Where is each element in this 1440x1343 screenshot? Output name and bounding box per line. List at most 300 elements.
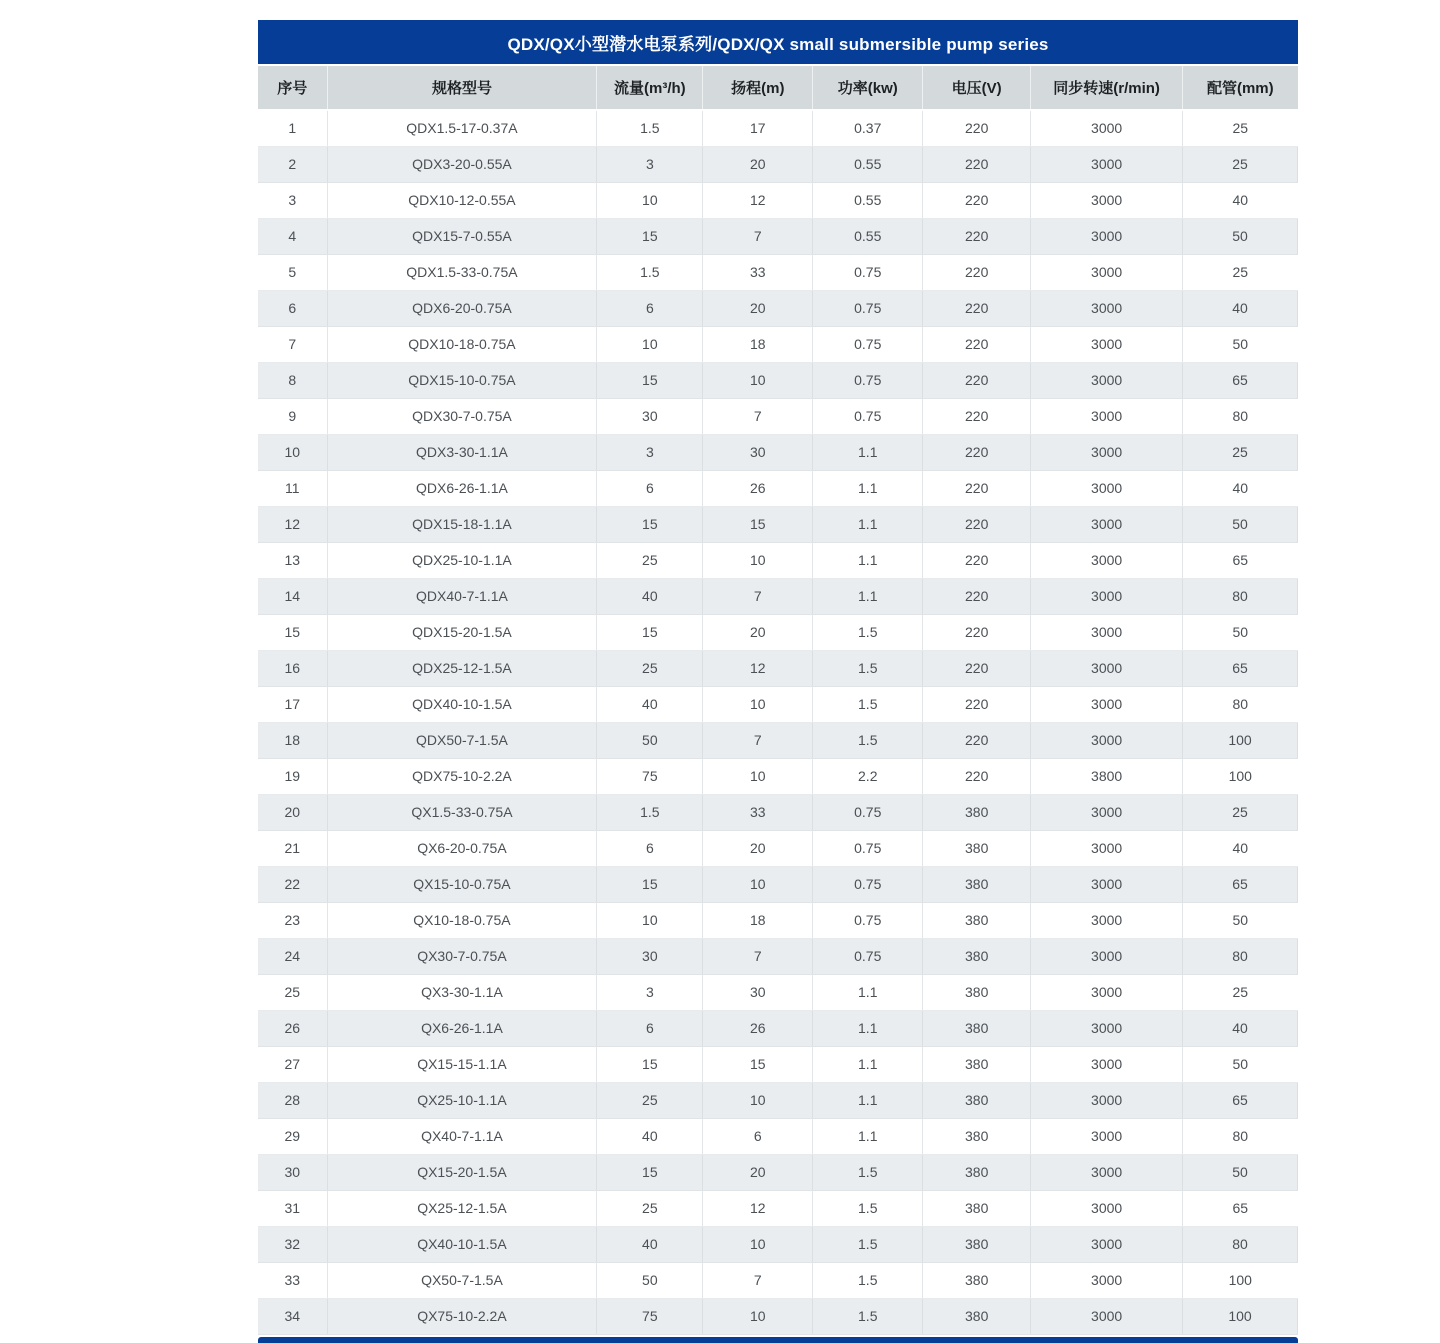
table-cell: 0.75 [813,938,923,974]
table-cell: 1.5 [597,254,703,290]
table-cell: 380 [923,1118,1031,1154]
table-cell: 17 [703,110,813,146]
table-cell: 17 [258,686,327,722]
table-cell: 100 [1183,1262,1298,1298]
table-cell: 0.75 [813,902,923,938]
table-cell: QX40-7-1.1A [327,1118,597,1154]
table-cell: 2 [258,146,327,182]
table-cell: 25 [1183,254,1298,290]
table-cell: 1.1 [813,1010,923,1046]
table-cell: 40 [1183,470,1298,506]
table-cell: 25 [597,542,703,578]
table-cell: 380 [923,1262,1031,1298]
table-cell: 10 [703,758,813,794]
table-cell: 220 [923,254,1031,290]
table-cell: 10 [703,1082,813,1118]
table-cell: QDX15-18-1.1A [327,506,597,542]
column-header-index: 序号 [258,66,327,110]
table-cell: 3000 [1031,254,1183,290]
table-row [258,1190,1298,1226]
table-cell: 220 [923,614,1031,650]
table-row [258,1010,1298,1046]
table-row [258,398,1298,434]
table-cell: QDX3-30-1.1A [327,434,597,470]
table-cell: 30 [597,398,703,434]
table-cell: 220 [923,686,1031,722]
table-cell: 25 [1183,794,1298,830]
column-header-pipe: 配管(mm) [1183,66,1298,110]
table-cell: QDX25-10-1.1A [327,542,597,578]
table-cell: 380 [923,1226,1031,1262]
table-cell: QDX15-20-1.5A [327,614,597,650]
table-cell: 10 [258,434,327,470]
table-cell: 8 [258,362,327,398]
table-cell: 25 [597,650,703,686]
table-cell: 23 [258,902,327,938]
table-cell: 40 [1183,290,1298,326]
table-row [258,470,1298,506]
table-cell: QDX3-20-0.55A [327,146,597,182]
table-row [258,938,1298,974]
table-cell: 380 [923,1154,1031,1190]
column-header-head: 扬程(m) [703,66,813,110]
table-row [258,650,1298,686]
table-cell: 0.75 [813,794,923,830]
table-cell: 220 [923,362,1031,398]
table-cell: 40 [597,686,703,722]
table-cell: 380 [923,1298,1031,1334]
table-cell: 30 [703,974,813,1010]
table-cell: QX75-10-2.2A [327,1298,597,1334]
table-cell: 65 [1183,1082,1298,1118]
table-cell: 3000 [1031,398,1183,434]
table-row [258,434,1298,470]
table-cell: 15 [597,1046,703,1082]
column-header-speed: 同步转速(r/min) [1031,66,1183,110]
table-cell: 1.1 [813,434,923,470]
table-row [258,830,1298,866]
table-cell: 4 [258,218,327,254]
table-cell: 34 [258,1298,327,1334]
table-cell: QDX10-18-0.75A [327,326,597,362]
table-cell: 32 [258,1226,327,1262]
table-row [258,218,1298,254]
table-cell: 30 [703,434,813,470]
table-cell: 15 [597,866,703,902]
table-cell: 75 [597,758,703,794]
table-cell: 10 [703,1298,813,1334]
table-cell: 380 [923,902,1031,938]
table-cell: QDX15-10-0.75A [327,362,597,398]
table-cell: 0.75 [813,326,923,362]
table-cell: 3000 [1031,794,1183,830]
table-cell: 50 [1183,1046,1298,1082]
table-cell: 3000 [1031,1046,1183,1082]
pump-spec-table-section [258,20,1298,1343]
table-cell: 220 [923,290,1031,326]
table-cell: 1.1 [813,1046,923,1082]
table-cell: 380 [923,1082,1031,1118]
table-cell: 20 [703,614,813,650]
table-cell: 6 [258,290,327,326]
table-cell: 18 [258,722,327,758]
table-cell: 6 [703,1118,813,1154]
table-cell: 26 [703,1010,813,1046]
table-cell: 11 [258,470,327,506]
table-cell: 25 [1183,974,1298,1010]
table-cell: 7 [703,578,813,614]
table-cell: 26 [703,470,813,506]
table-cell: 19 [258,758,327,794]
table-cell: 0.55 [813,182,923,218]
table-cell: 3000 [1031,830,1183,866]
table-cell: QX50-7-1.5A [327,1262,597,1298]
table-cell: 1.5 [597,794,703,830]
column-header-voltage: 电压(V) [923,66,1031,110]
table-row [258,1082,1298,1118]
table-cell: 25 [1183,146,1298,182]
table-cell: 1.5 [813,1226,923,1262]
table-cell: 13 [258,542,327,578]
table-cell: 50 [1183,218,1298,254]
table-row [258,146,1298,182]
table-cell: 15 [597,506,703,542]
table-cell: 1.5 [597,110,703,146]
table-cell: 12 [703,182,813,218]
table-cell: 0.75 [813,362,923,398]
table-header-row [258,66,1298,110]
table-cell: 7 [703,398,813,434]
table-cell: 380 [923,974,1031,1010]
table-cell: 29 [258,1118,327,1154]
table-cell: 100 [1183,758,1298,794]
table-cell: 220 [923,218,1031,254]
table-cell: QX30-7-0.75A [327,938,597,974]
table-row [258,326,1298,362]
table-cell: 0.75 [813,254,923,290]
table-cell: 10 [597,326,703,362]
table-cell: 80 [1183,578,1298,614]
table-cell: 1.5 [813,650,923,686]
table-cell: 1.1 [813,506,923,542]
table-cell: 25 [597,1082,703,1118]
table-cell: 7 [258,326,327,362]
table-cell: QDX75-10-2.2A [327,758,597,794]
table-cell: 1.1 [813,578,923,614]
table-cell: QDX50-7-1.5A [327,722,597,758]
table-cell: 10 [703,866,813,902]
table-cell: 220 [923,758,1031,794]
table-cell: 40 [1183,182,1298,218]
table-cell: 33 [703,254,813,290]
table-cell: 3000 [1031,146,1183,182]
table-cell: 20 [703,290,813,326]
table-cell: 220 [923,326,1031,362]
table-header [258,66,1298,110]
table-cell: 50 [1183,614,1298,650]
table-cell: 25 [597,1190,703,1226]
table-cell: 18 [703,902,813,938]
table-row [258,506,1298,542]
table-row [258,1046,1298,1082]
table-cell: 75 [597,1298,703,1334]
table-cell: 6 [597,290,703,326]
table-body [258,110,1298,1334]
table-cell: 12 [703,650,813,686]
table-cell: 380 [923,1046,1031,1082]
table-cell: 65 [1183,1190,1298,1226]
table-cell: 15 [258,614,327,650]
table-cell: 65 [1183,362,1298,398]
table-cell: 21 [258,830,327,866]
table-row [258,290,1298,326]
table-cell: 6 [597,470,703,506]
table-cell: 50 [1183,506,1298,542]
table-cell: QX25-10-1.1A [327,1082,597,1118]
table-row [258,578,1298,614]
table-cell: 3000 [1031,722,1183,758]
table-cell: 3000 [1031,1298,1183,1334]
table-cell: 30 [258,1154,327,1190]
table-cell: 1.1 [813,542,923,578]
table-cell: QDX1.5-17-0.37A [327,110,597,146]
table-cell: 3000 [1031,866,1183,902]
table-cell: 3000 [1031,182,1183,218]
table-cell: 7 [703,218,813,254]
table-cell: 15 [597,614,703,650]
table-cell: 3 [597,434,703,470]
table-cell: 27 [258,1046,327,1082]
table-cell: 380 [923,1010,1031,1046]
table-cell: 3000 [1031,362,1183,398]
table-cell: 1.5 [813,1154,923,1190]
table-cell: 1.5 [813,686,923,722]
table-cell: 3000 [1031,1010,1183,1046]
table-cell: 3 [597,974,703,1010]
table-cell: 380 [923,794,1031,830]
table-row [258,542,1298,578]
table-cell: QX25-12-1.5A [327,1190,597,1226]
table-cell: 220 [923,542,1031,578]
table-cell: QX10-18-0.75A [327,902,597,938]
table-cell: 1.5 [813,1298,923,1334]
table-cell: 6 [597,830,703,866]
table-cell: QDX6-20-0.75A [327,290,597,326]
table-cell: 3000 [1031,938,1183,974]
table-cell: QDX6-26-1.1A [327,470,597,506]
table-cell: 220 [923,434,1031,470]
table-cell: 3000 [1031,110,1183,146]
table-cell: 3000 [1031,614,1183,650]
table-cell: QDX30-7-0.75A [327,398,597,434]
table-row [258,182,1298,218]
table-row [258,902,1298,938]
table-cell: 220 [923,146,1031,182]
column-header-flow: 流量(m³/h) [597,66,703,110]
table-cell: 3 [258,182,327,218]
table-cell: 1.5 [813,1190,923,1226]
table-cell: 380 [923,866,1031,902]
table-cell: 3000 [1031,1118,1183,1154]
table-cell: 1.5 [813,1262,923,1298]
table-cell: 65 [1183,542,1298,578]
table-cell: 1 [258,110,327,146]
table-cell: 50 [1183,326,1298,362]
table-cell: QX1.5-33-0.75A [327,794,597,830]
table-row [258,1154,1298,1190]
table-cell: 220 [923,470,1031,506]
table-cell: 0.37 [813,110,923,146]
table-cell: QX40-10-1.5A [327,1226,597,1262]
table-cell: 30 [597,938,703,974]
table-cell: 3000 [1031,506,1183,542]
next-section-title-bar-partial [258,1337,1298,1343]
table-cell: 20 [703,146,813,182]
table-cell: 6 [597,1010,703,1046]
table-row [258,1118,1298,1154]
table-cell: 3 [597,146,703,182]
table-cell: QDX15-7-0.55A [327,218,597,254]
table-cell: 12 [258,506,327,542]
table-cell: 25 [1183,110,1298,146]
table-row [258,974,1298,1010]
table-cell: 25 [258,974,327,1010]
table-cell: 100 [1183,1298,1298,1334]
table-cell: 220 [923,506,1031,542]
table-cell: 3000 [1031,290,1183,326]
table-cell: 0.75 [813,830,923,866]
table-cell: 3800 [1031,758,1183,794]
table-cell: 1.1 [813,1118,923,1154]
table-cell: 0.75 [813,290,923,326]
table-cell: 18 [703,326,813,362]
table-cell: 220 [923,182,1031,218]
table-cell: 80 [1183,686,1298,722]
table-cell: 3000 [1031,1154,1183,1190]
table-cell: 40 [1183,830,1298,866]
table-cell: 7 [703,1262,813,1298]
table-cell: 31 [258,1190,327,1226]
table-row [258,866,1298,902]
table-cell: 15 [597,218,703,254]
table-row [258,1298,1298,1334]
table-cell: QDX40-7-1.1A [327,578,597,614]
table-cell: 3000 [1031,650,1183,686]
table-cell: 65 [1183,650,1298,686]
table-cell: 3000 [1031,578,1183,614]
table-cell: QX6-26-1.1A [327,1010,597,1046]
table-cell: 40 [597,1226,703,1262]
table-row [258,758,1298,794]
table-cell: 1.1 [813,470,923,506]
table-cell: 220 [923,650,1031,686]
table-cell: 40 [597,578,703,614]
table-cell: QX3-30-1.1A [327,974,597,1010]
table-row [258,254,1298,290]
table-cell: 0.75 [813,398,923,434]
table-row [258,722,1298,758]
table-row [258,794,1298,830]
table-cell: 12 [703,1190,813,1226]
table-row [258,362,1298,398]
table-cell: 3000 [1031,218,1183,254]
table-cell: 3000 [1031,686,1183,722]
table-cell: 9 [258,398,327,434]
table-cell: 1.1 [813,974,923,1010]
table-cell: 20 [258,794,327,830]
table-cell: 22 [258,866,327,902]
table-cell: 50 [1183,902,1298,938]
table-cell: 3000 [1031,542,1183,578]
table-cell: 20 [703,830,813,866]
table-cell: QX6-20-0.75A [327,830,597,866]
table-cell: QX15-10-0.75A [327,866,597,902]
table-cell: 10 [703,362,813,398]
table-cell: 33 [703,794,813,830]
table-cell: QDX25-12-1.5A [327,650,597,686]
table-cell: 20 [703,1154,813,1190]
table-cell: 10 [597,902,703,938]
table-cell: QDX40-10-1.5A [327,686,597,722]
table-cell: 15 [597,1154,703,1190]
table-cell: 1.5 [813,722,923,758]
table-cell: 40 [597,1118,703,1154]
table-cell: 26 [258,1010,327,1046]
table-cell: 3000 [1031,902,1183,938]
table-cell: 5 [258,254,327,290]
table-cell: 220 [923,398,1031,434]
table-cell: 1.1 [813,1082,923,1118]
table-cell: 1.5 [813,614,923,650]
table-cell: 50 [1183,1154,1298,1190]
table-cell: 3000 [1031,1262,1183,1298]
table-row [258,1262,1298,1298]
table-cell: 10 [703,686,813,722]
table-cell: 7 [703,938,813,974]
table-cell: 380 [923,938,1031,974]
table-cell: 0.55 [813,146,923,182]
table-cell: 14 [258,578,327,614]
table-cell: QX15-20-1.5A [327,1154,597,1190]
table-cell: 16 [258,650,327,686]
table-cell: 25 [1183,434,1298,470]
table-cell: 15 [703,1046,813,1082]
table-cell: 10 [703,542,813,578]
table-cell: 80 [1183,398,1298,434]
table-cell: 15 [597,362,703,398]
column-header-power: 功率(kw) [813,66,923,110]
table-cell: 10 [597,182,703,218]
table-cell: 80 [1183,1118,1298,1154]
table-cell: 10 [703,1226,813,1262]
table-cell: 3000 [1031,470,1183,506]
table-cell: 28 [258,1082,327,1118]
table-cell: 50 [597,1262,703,1298]
table-cell: 380 [923,830,1031,866]
table-cell: 7 [703,722,813,758]
table-cell: 50 [597,722,703,758]
table-cell: 220 [923,110,1031,146]
table-cell: 2.2 [813,758,923,794]
table-cell: QDX1.5-33-0.75A [327,254,597,290]
table-cell: 40 [1183,1010,1298,1046]
table-cell: 3000 [1031,434,1183,470]
table-cell: 80 [1183,1226,1298,1262]
table-row [258,1226,1298,1262]
table-cell: 3000 [1031,974,1183,1010]
table-cell: 220 [923,722,1031,758]
table-row [258,686,1298,722]
